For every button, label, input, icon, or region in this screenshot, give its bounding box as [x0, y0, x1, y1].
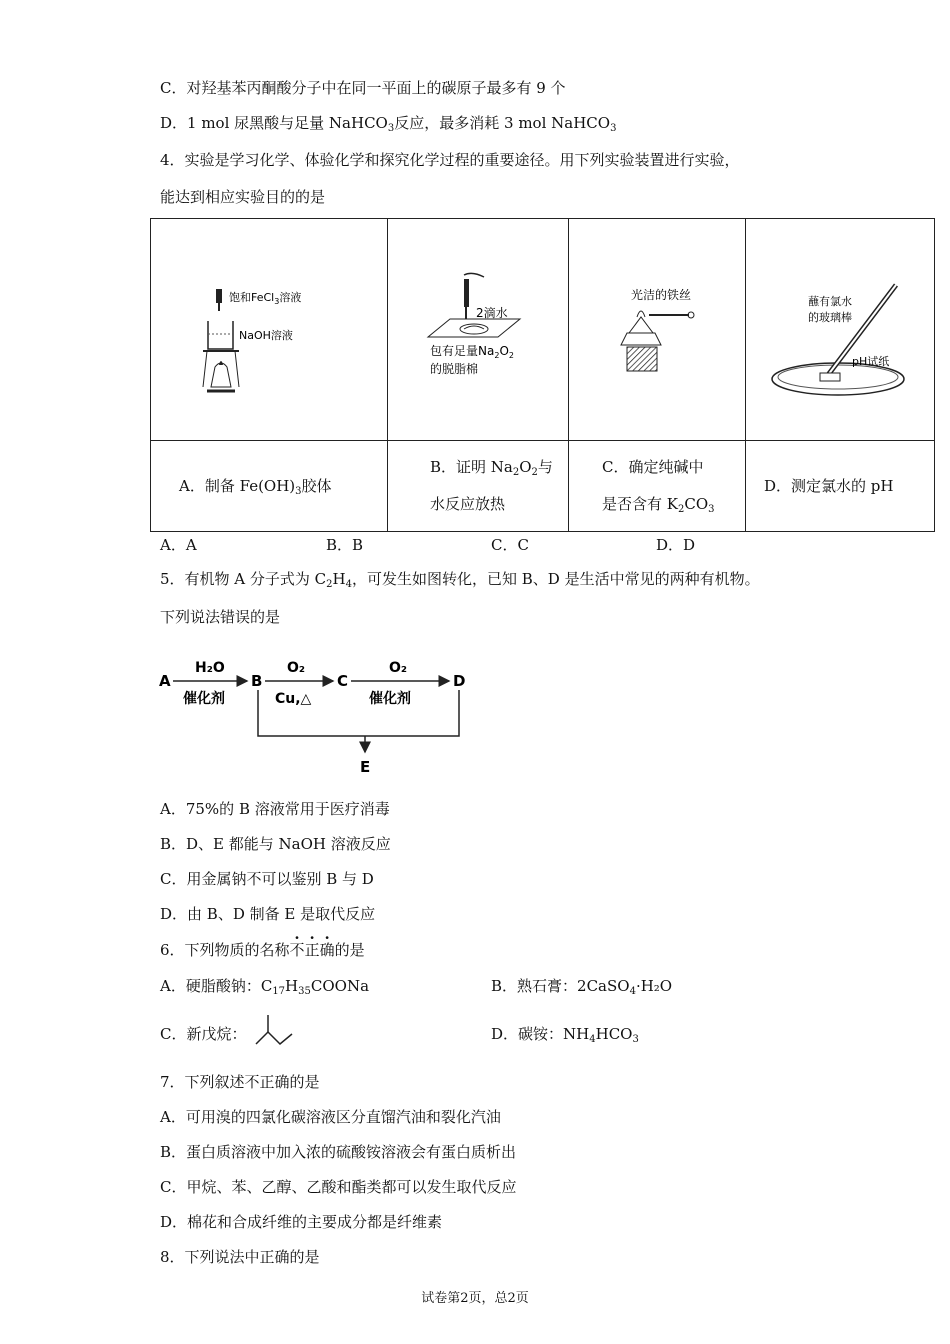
label-ph-paper: pH试纸: [852, 355, 890, 368]
r2-bottom: Cu,△: [275, 691, 312, 707]
q4-stem-line1: 4．实验是学习化学、体验化学和探究化学过程的重要途径。用下列实验装置进行实验，: [160, 151, 740, 169]
q4-image-d: [746, 219, 935, 441]
q5-option-b[interactable]: B．D、E 都能与 NaOH 溶液反应: [160, 835, 391, 853]
r2-top: O₂: [287, 660, 306, 676]
q4-option-d[interactable]: D．D: [656, 536, 696, 554]
neopentane-skeletal-formula: [252, 1012, 298, 1048]
prev-option-d: D．1 mol 尿黑酸与足量 NaHCO$_3$反应，最多消耗 3 mol NaHCO$_3$: [160, 114, 617, 134]
q7-option-d[interactable]: D．棉花和合成纤维的主要成分都是纤维素: [160, 1213, 443, 1231]
node-b: B: [251, 672, 263, 690]
q6-option-b[interactable]: B．熟石膏：2CaSO$_4$·H₂O: [491, 977, 673, 997]
label-iron-wire: 光洁的铁丝: [631, 288, 692, 302]
label-na2o2-cotton: 包有足量$Na_2O_2$: [430, 344, 514, 360]
node-a: A: [159, 672, 171, 690]
node-d: D: [453, 672, 466, 690]
q4-image-c: [569, 219, 746, 441]
q6-option-d[interactable]: D．碳铵：$NH_4HCO_3$: [491, 1025, 639, 1045]
q6-option-a[interactable]: A．硬脂酸钠：$C_{17}H_{35}COONa$: [160, 977, 370, 997]
q4-apparatus-table: [150, 218, 935, 532]
q4-stem-line2: 能达到相应实验目的的是: [160, 188, 326, 206]
q5-option-d[interactable]: D．由 B、D 制备 E 是取代反应: [160, 905, 376, 923]
r3-top: O₂: [389, 660, 408, 676]
node-c: C: [337, 672, 349, 690]
label-chlorine-water: 蘸有氯水: [808, 295, 852, 308]
q6-option-c[interactable]: C．新戊烷：: [160, 1025, 247, 1043]
q7-option-b[interactable]: B．蛋白质溶液中加入浓的硫酸铵溶液会有蛋白质析出: [160, 1143, 517, 1161]
q4-option-c[interactable]: C．C: [491, 536, 529, 554]
iron-wire-flame-figure: [569, 219, 745, 436]
node-e: E: [360, 758, 371, 776]
q4-caption-b: B．证明 $Na_2O_2$与 水反应放热: [388, 441, 569, 532]
q4-caption-a: A．制备 $Fe(OH)_3$胶体: [151, 441, 388, 532]
prev-option-c: C．对羟基苯丙酮酸分子中在同一平面上的碳原子最多有 9 个: [160, 79, 566, 97]
q8-stem: 8．下列说法中正确的是: [160, 1248, 320, 1266]
q5-option-a[interactable]: A．75%的 B 溶液常用于医疗消毒: [160, 800, 390, 818]
label-cotton: 的脱脂棉: [430, 362, 479, 376]
q4-option-a[interactable]: A．A: [160, 536, 197, 554]
r1-top: H₂O: [195, 660, 225, 676]
fecl3-drop-apparatus-figure: [151, 219, 387, 436]
q7-stem: 7．下列叙述不正确的是: [160, 1073, 320, 1091]
q5-stem-line1: 5．有机物 A 分子式为 $C_2H_4$，可发生如图转化，已知 B、D 是生活中常见的两种有机物。: [160, 570, 760, 590]
na2o2-water-figure: [388, 219, 568, 436]
q7-option-c[interactable]: C．甲烷、苯、乙醇、乙酸和酯类都可以发生取代反应: [160, 1178, 517, 1196]
q4-caption-c: C．确定纯碱中 是否含有 $K_2CO_3$: [569, 441, 746, 532]
q4-option-b[interactable]: B．B: [326, 536, 364, 554]
q4-caption-d: D．测定氯水的 pH: [746, 441, 935, 532]
q4-image-a: [151, 219, 388, 441]
q5-stem-line2: 下列说法错误的是: [160, 608, 281, 626]
label-naoh: NaOH溶液: [239, 329, 293, 342]
q5-option-c[interactable]: C．用金属钠不可以鉴别 B 与 D: [160, 870, 374, 888]
label-fecl3: 饱和FeCl$_3$溶液: [229, 291, 302, 306]
r1-bottom: 催化剂: [183, 691, 225, 707]
label-glass-rod: 的玻璃棒: [808, 311, 852, 324]
chlorine-water-ph-figure: [746, 219, 934, 436]
r3-bottom: 催化剂: [369, 691, 411, 707]
q7-option-a[interactable]: A．可用溴的四氯化碳溶液区分直馏汽油和裂化汽油: [160, 1108, 501, 1126]
page-footer: 试卷第2页，总2页: [421, 1291, 529, 1306]
q5-conversion-diagram: [155, 648, 475, 778]
label-two-drops-water: 2滴水: [476, 306, 508, 320]
q6-stem: 6．下列物质的名称不正确的是: [160, 941, 365, 959]
q4-image-b: [388, 219, 569, 441]
